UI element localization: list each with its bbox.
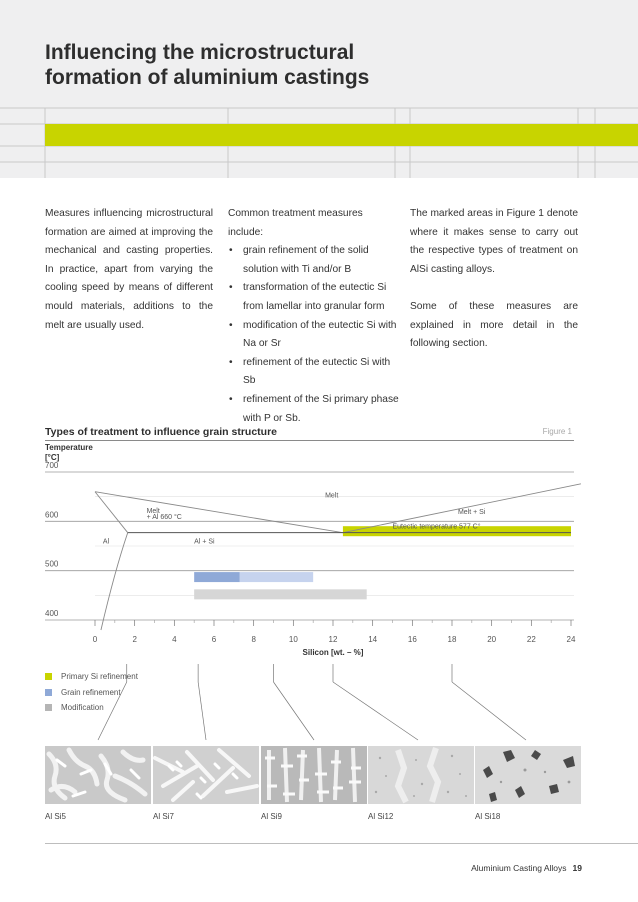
x-tick-label: 0 [92,635,98,644]
micrograph-image [153,746,259,804]
chart-legend [45,671,138,718]
column3-paragraph-1: The marked areas in Figure 1 denote where it makes sense to carry out the respective types of treatment on AlSi casting alloys. [410,208,578,275]
page-title-line2: formation of aluminium castings [45,66,370,89]
region-label-melt-al-temp: + Al 660 °C [146,513,182,521]
micrograph-image [45,746,151,804]
x-tick-label: 8 [251,635,256,644]
y-axis-label-line2: [°C] [45,453,60,462]
legend-swatch [45,689,52,696]
region-label-al: Al [102,538,110,546]
y-tick-label: 400 [45,609,59,618]
micrograph-alsi5 [45,746,151,804]
micrograph-label: Al Si18 [475,812,501,821]
x-tick-label: 2 [132,635,137,644]
page-footer [471,863,582,873]
x-tick-label: 4 [172,635,177,644]
solvus-curve [101,533,128,630]
y-tick-label: 700 [45,461,59,470]
list-item: • modification of the eutectic Si with Na or Sr [228,317,400,354]
region-label-al-si: Al + Si [194,538,215,546]
x-tick-label: 12 [328,635,338,644]
solidus-curve [95,492,128,533]
x-tick-label: 14 [368,635,378,644]
x-tick-label: 6 [211,635,217,644]
page-number: 19 [572,863,582,873]
column2-intro: Common treatment measures include: [228,208,363,238]
figure-title: Types of treatment to influence grain structure [45,426,278,438]
y-tick-label: 500 [45,559,59,569]
x-tick-label: 10 [288,635,298,644]
legend-swatch [45,673,52,680]
x-tick-label: 18 [447,635,457,644]
micrograph-label: Al Si12 [368,812,394,821]
legend-item-modification [45,702,138,718]
x-tick-label: 20 [487,635,497,644]
micrograph-label: Al Si5 [45,812,66,821]
list-item: • refinement of the eutectic Si with Sb [228,354,400,391]
legend-label: Grain refinement [61,687,121,697]
micrograph-alsi9 [261,746,367,804]
x-tick-label: 24 [566,635,576,644]
region-label-melt-al: Melt [146,507,160,515]
column1-paragraph: Measures influencing microstructural formation are aimed at improving the mechanical and casting properties. In practice, apart from varying the cooling speed by means of different mould materials, additions to the melt are usually used. [45,208,213,331]
micrograph-alsi18 [475,746,581,804]
micrograph-image [261,746,367,804]
region-label-melt-si: Melt + Si [457,508,486,516]
page-title-line1: Influencing the microstructural [45,41,355,64]
treatment-band [240,572,313,582]
micrograph-image [475,746,581,804]
legend-label: Primary Si refinement [61,672,138,681]
micrograph-alsi12 [368,746,474,804]
list-item: • refinement of the Si primary phase with P or Sb. [228,391,400,428]
y-axis-label-line1: Temperature [45,443,93,452]
micrograph-label: Al Si9 [261,812,282,821]
x-tick-label: 22 [526,635,536,644]
leader-line [198,682,206,740]
leader-line [333,682,418,740]
legend-item-primary-si [45,671,138,687]
treatment-band [194,572,240,582]
y-tick-label: 600 [45,510,59,520]
treatment-band [194,589,367,599]
micrograph-image [368,746,474,804]
column3-paragraph-2: Some of these measures are explained in more detail in the following section. [410,300,578,350]
micrograph-label: Al Si7 [153,812,174,821]
eutectic-label: Eutectic temperature 577 C° [392,523,481,531]
list-item: • transformation of the eutectic Si from lamellar into granular form [228,279,400,316]
x-tick-label: 16 [407,635,417,644]
leader-line [452,682,526,740]
liquidus-curve-al [95,492,343,533]
footer-rule [45,843,638,844]
footer-title: Aluminium Casting Alloys [471,863,567,873]
micrograph-alsi7 [153,746,259,804]
legend-swatch [45,704,52,711]
region-label-melt: Melt [325,492,339,500]
legend-label: Modification [61,703,104,712]
x-axis-label: Silicon [wt. – %] [302,648,364,657]
list-item: • grain refinement of the solid solution with Ti and/or B [228,242,400,279]
leader-line [274,682,315,740]
figure-label: Figure 1 [542,427,572,436]
legend-item-grain-refinement [45,687,138,703]
